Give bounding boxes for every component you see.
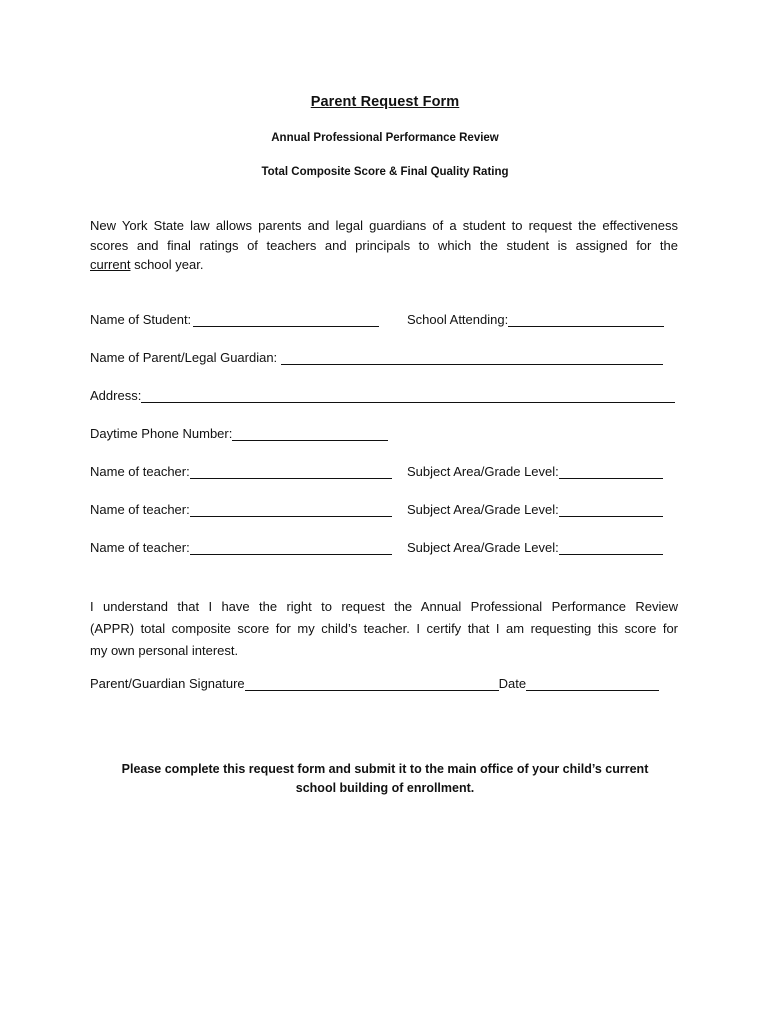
- phone-row: [90, 426, 680, 446]
- subject-3-label: Subject Area/Grade Level:: [407, 540, 559, 555]
- teacher-1-input-line[interactable]: [190, 464, 392, 479]
- subject-2-label: Subject Area/Grade Level:: [407, 502, 559, 517]
- subject-1-input-line[interactable]: [559, 464, 663, 479]
- daytime-phone-input-line[interactable]: [232, 426, 388, 441]
- address-row: [90, 388, 680, 408]
- intro-paragraph: [90, 216, 678, 275]
- intro-current-emphasis: current: [90, 257, 131, 272]
- subject-1-field: [407, 464, 663, 479]
- teacher-row-1: [90, 464, 680, 484]
- certification-paragraph: [90, 596, 678, 662]
- teacher-2-input-line[interactable]: [190, 502, 392, 517]
- submission-instructions-line: Please complete this request form and submit it to the main office of your child’s current: [121, 762, 649, 776]
- daytime-phone-field: [90, 426, 388, 441]
- certification-line: I understand that I have the right to request the Annual Professional Performance Review: [90, 599, 678, 614]
- student-school-row: [90, 312, 680, 332]
- date-label: Date: [498, 676, 527, 691]
- submission-instructions-line: school building of enrollment.: [295, 781, 475, 795]
- submission-instructions: [0, 760, 770, 798]
- address-field: [90, 388, 675, 403]
- parent-name-input-line[interactable]: [281, 350, 663, 365]
- subject-1-label: Subject Area/Grade Level:: [407, 464, 559, 479]
- student-name-label: Name of Student:: [90, 312, 192, 327]
- subject-2-field: [407, 502, 663, 517]
- student-name-field: [90, 312, 379, 327]
- teacher-row-2: [90, 502, 680, 522]
- school-attending-input-line[interactable]: [508, 312, 664, 327]
- signature-field: [90, 676, 659, 691]
- signature-row: [90, 676, 680, 696]
- school-attending-label: School Attending:: [407, 312, 509, 327]
- signature-label: Parent/Guardian Signature: [90, 676, 245, 691]
- teacher-1-label: Name of teacher:: [90, 464, 190, 479]
- intro-line-end: school year.: [130, 257, 204, 272]
- teacher-3-label: Name of teacher:: [90, 540, 190, 555]
- certification-line: my own personal interest.: [90, 643, 239, 658]
- subject-2-input-line[interactable]: [559, 502, 663, 517]
- teacher-2-label: Name of teacher:: [90, 502, 190, 517]
- parent-row: [90, 350, 680, 370]
- school-attending-field: [407, 312, 664, 327]
- teacher-2-field: [90, 502, 392, 517]
- date-input-line[interactable]: [526, 676, 659, 691]
- parent-name-field: [90, 350, 663, 365]
- form-subtitle-appr: Annual Professional Performance Review: [271, 132, 499, 144]
- subject-3-input-line[interactable]: [559, 540, 663, 555]
- subject-3-field: [407, 540, 663, 555]
- teacher-3-field: [90, 540, 392, 555]
- daytime-phone-label: Daytime Phone Number:: [90, 426, 233, 441]
- intro-line: scores and final ratings of teachers and principals to which the student is assigned for the: [90, 237, 678, 253]
- teacher-3-input-line[interactable]: [190, 540, 392, 555]
- address-label: Address:: [90, 388, 142, 403]
- student-name-input-line[interactable]: [193, 312, 379, 327]
- parent-name-label: Name of Parent/Legal Guardian:: [90, 350, 278, 365]
- certification-line: (APPR) total composite score for my child’s teacher. I certify that I am requesting this score for: [90, 621, 678, 636]
- signature-input-line[interactable]: [245, 676, 499, 691]
- teacher-1-field: [90, 464, 392, 479]
- form-subtitle-score: Total Composite Score & Final Quality Rating: [261, 166, 509, 178]
- address-input-line[interactable]: [141, 388, 675, 403]
- form-title: Parent Request Form: [310, 94, 460, 110]
- intro-line: [90, 255, 678, 275]
- teacher-row-3: [90, 540, 680, 560]
- intro-line: New York State law allows parents and legal guardians of a student to request the effectiveness: [90, 218, 678, 233]
